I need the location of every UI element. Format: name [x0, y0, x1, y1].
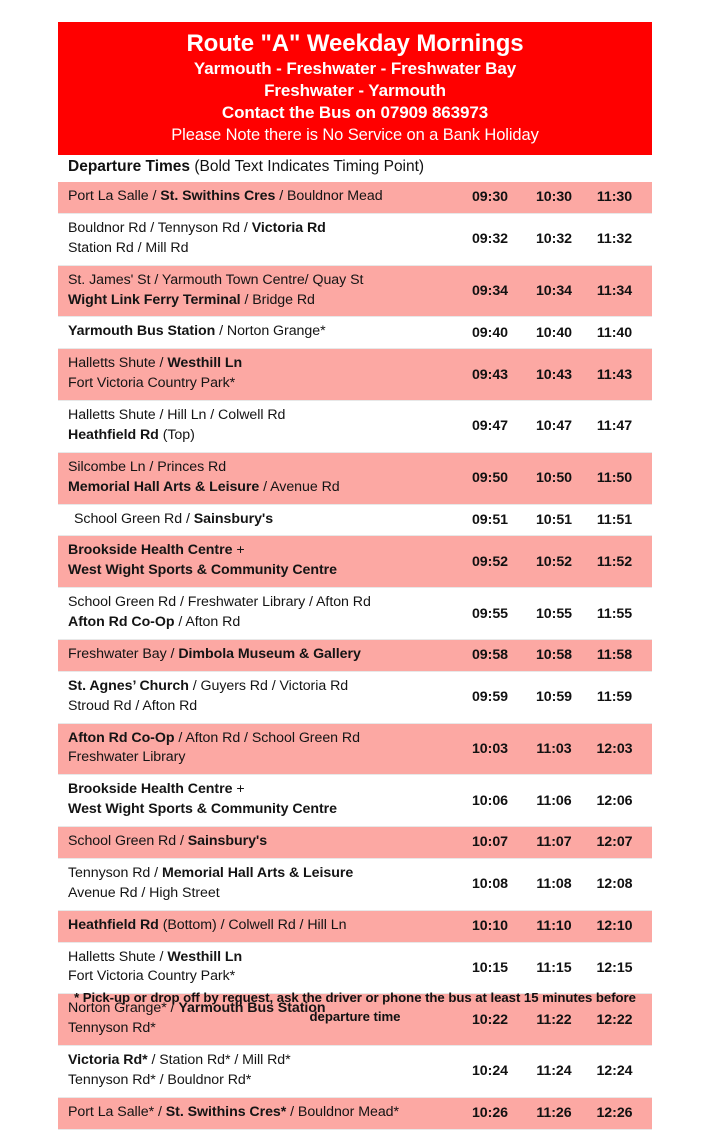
stop-sequence-cell: [58, 349, 458, 401]
timing-point-stop: Yarmouth Bus Station: [68, 323, 216, 340]
timing-point-stop: Heathfield Rd: [68, 426, 159, 443]
stop-name: School Green Rd / Freshwater Library / Afton Rd: [68, 594, 371, 611]
departure-time-cell: 11:52: [596, 553, 633, 570]
stop-line: [68, 478, 454, 498]
departure-time-cell: 10:06: [471, 792, 509, 809]
departure-time-cell: 10:43: [535, 366, 573, 383]
departure-time-cell: 09:47: [471, 418, 509, 435]
stop-name: Norton Grange* /: [68, 1000, 179, 1017]
stop-line: [68, 677, 454, 697]
stop-name: Stroud Rd / Afton Rd: [68, 697, 198, 714]
departure-time-cell: 10:08: [471, 876, 509, 893]
departure-time-cell: 10:59: [535, 689, 573, 706]
stop-line: [68, 458, 454, 478]
departure-time-cell: 12:08: [596, 876, 633, 893]
stop-name: / Avenue Rd: [259, 478, 340, 495]
stop-name: Port La Salle* /: [68, 1103, 166, 1120]
departure-time-cell: 09:30: [471, 189, 509, 206]
stop-line: [68, 239, 454, 259]
stop-name: Bouldnor Rd / Tennyson Rd /: [68, 219, 252, 236]
departure-time-cell: 09:32: [471, 231, 509, 248]
stop-line: [68, 541, 454, 561]
departure-time-cell: 11:06: [536, 792, 572, 809]
table-row: [58, 504, 652, 536]
departure-time-cell: 09:58: [471, 647, 509, 664]
timing-point-note: (Bold Text Indicates Timing Point): [190, 158, 425, 175]
timing-point-stop: St. Agnes’ Church: [68, 677, 189, 694]
stop-name: / Bouldnor Mead*: [286, 1103, 399, 1120]
departure-time-cell: 09:59: [471, 689, 509, 706]
departure-time-cell: 09:51: [471, 511, 509, 528]
table-row: [58, 671, 652, 723]
stop-line: [68, 1051, 454, 1071]
departure-time-cell: 12:10: [596, 918, 633, 935]
departure-time-cell: 11:22: [536, 1011, 572, 1028]
stop-sequence-cell: [58, 671, 458, 723]
timing-point-stop: Wight Link Ferry Terminal: [68, 291, 241, 308]
table-row: [58, 401, 652, 453]
stop-line: [68, 1071, 454, 1091]
stop-line: [68, 561, 454, 581]
stop-sequence-cell: [58, 213, 458, 265]
stop-line: [68, 187, 454, 207]
stop-name: / Bridge Rd: [240, 291, 315, 308]
departure-time-cell: 10:34: [535, 283, 573, 299]
departure-time-cell: 12:07: [596, 834, 633, 851]
timing-point-stop: Sainsbury's: [187, 833, 268, 849]
stop-name: School Green Rd /: [68, 833, 188, 849]
departure-time-cell: 11:50: [596, 470, 633, 487]
departure-time-cell: 12:03: [596, 740, 633, 757]
stop-sequence-cell: [58, 1097, 458, 1129]
stop-name: / Bouldnor Mead: [275, 188, 383, 204]
departure-times-label: Departure Times: [68, 158, 191, 175]
departure-time-cell: 10:50: [535, 470, 573, 487]
stop-name: Freshwater Library: [68, 749, 186, 766]
departure-time-cell: 09:50: [471, 470, 509, 487]
stop-name: Port La Salle /: [68, 188, 161, 204]
stop-sequence-cell: [58, 588, 458, 640]
timing-point-stop: Westhill Ln: [167, 948, 243, 965]
departure-time-cell: 11:07: [536, 834, 572, 851]
departure-time-cell: 09:52: [471, 553, 509, 570]
stop-line: [68, 271, 454, 291]
stop-sequence-cell: [58, 265, 458, 317]
table-row: [58, 452, 652, 504]
stop-name: Fort Victoria Country Park*: [68, 968, 236, 985]
departure-times-heading: [58, 158, 652, 176]
departure-time-cell: 11:58: [596, 647, 633, 664]
stop-sequence-cell: [58, 827, 458, 859]
departure-time-cell: 12:15: [596, 959, 633, 976]
departure-time-cell: 11:59: [596, 689, 633, 706]
departure-time-cell: 12:22: [596, 1011, 633, 1028]
stop-line: [68, 780, 454, 800]
stop-sequence-cell: [58, 401, 458, 453]
banner-route-line-2: Freshwater - Yarmouth: [264, 81, 446, 101]
timing-point-stop: Brookside Health Centre: [68, 781, 233, 798]
departure-time-cell: 12:24: [596, 1063, 633, 1080]
departure-time-cell: 09:34: [471, 283, 509, 299]
departure-time-cell: 11:26: [536, 1105, 572, 1122]
stop-sequence-cell: [58, 317, 458, 349]
stop-name: +: [232, 781, 245, 798]
stop-sequence-cell: [58, 639, 458, 671]
stop-sequence-cell: [58, 182, 458, 213]
stop-line: [68, 354, 454, 374]
stop-name: / Guyers Rd / Victoria Rd: [188, 677, 349, 694]
stop-line: [68, 884, 454, 904]
table-row: [58, 1046, 652, 1098]
timing-point-stop: Sainsbury's: [193, 510, 274, 527]
table-row: [58, 858, 652, 910]
departure-time-cell: 10:07: [471, 834, 509, 851]
stop-line: [68, 593, 454, 613]
departure-time-cell: 10:58: [535, 647, 573, 664]
departure-time-cell: 10:15: [471, 959, 509, 976]
stop-sequence-cell: [58, 942, 458, 994]
stop-line: [68, 1103, 454, 1123]
stop-sequence-cell: [58, 504, 458, 536]
departure-time-cell: 10:03: [471, 740, 509, 757]
timing-point-stop: Afton Rd Co-Op: [68, 729, 175, 746]
table-row: [58, 588, 652, 640]
banner-contact-line: Contact the Bus on 07909 863973: [221, 103, 489, 123]
departure-time-cell: 09:43: [471, 366, 509, 383]
table-row: [58, 775, 652, 827]
timing-point-stop: Memorial Hall Arts & Leisure: [161, 864, 354, 881]
timing-point-stop: Westhill Ln: [167, 355, 243, 372]
timing-point-stop: West Wight Sports & Community Centre: [68, 562, 337, 579]
departure-time-cell: 10:30: [535, 189, 573, 206]
stop-line: [68, 645, 454, 665]
table-row: [58, 910, 652, 942]
stop-line: [68, 322, 454, 342]
departure-time-cell: 11:32: [596, 231, 633, 248]
departure-time-cell: 12:26: [596, 1105, 633, 1122]
timing-point-stop: St. Swithins Cres*: [165, 1103, 287, 1120]
departure-time-cell: 11:10: [536, 918, 572, 935]
table-row: [58, 213, 652, 265]
stop-name: / Norton Grange*: [215, 323, 326, 340]
table-row: [58, 827, 652, 859]
departure-time-cell: 11:51: [596, 511, 633, 528]
banner-route-line-1: Yarmouth - Freshwater - Freshwater Bay: [193, 59, 517, 79]
departure-time-cell: 09:40: [471, 324, 509, 341]
departure-time-cell: 11:24: [536, 1063, 572, 1080]
stop-line: [68, 800, 454, 820]
timing-point-stop: Brookside Health Centre: [68, 542, 233, 559]
timing-point-stop: Memorial Hall Arts & Leisure: [68, 478, 260, 495]
table-row: [58, 942, 652, 994]
timing-point-stop: West Wight Sports & Community Centre: [68, 801, 337, 818]
stop-name: Freshwater Bay /: [68, 645, 179, 662]
timing-point-stop: Victoria Rd: [251, 219, 326, 236]
departure-time-cell: 10:47: [535, 418, 573, 435]
stop-sequence-cell: [58, 1046, 458, 1098]
departure-time-cell: 11:47: [596, 418, 633, 435]
stop-name: Tennyson Rd* / Bouldnor Rd*: [68, 1071, 252, 1088]
departure-time-cell: 11:30: [596, 189, 633, 206]
stop-name: School Green Rd /: [74, 510, 194, 527]
stop-sequence-cell: [58, 858, 458, 910]
stop-line: [68, 729, 454, 749]
departure-time-cell: 11:40: [596, 324, 633, 341]
stop-line: [68, 426, 454, 446]
table-row: [58, 1097, 652, 1129]
departure-time-cell: 10:55: [535, 605, 573, 622]
timing-point-stop: Dimbola Museum & Gallery: [178, 645, 361, 662]
table-row: [58, 182, 652, 213]
stop-line: [68, 697, 454, 717]
stop-line: [68, 864, 454, 884]
stop-name: Halletts Shute / Hill Ln / Colwell Rd: [68, 407, 286, 423]
departure-time-cell: 11:15: [536, 959, 572, 976]
stop-sequence-cell: [58, 775, 458, 827]
departure-time-cell: 11:34: [596, 283, 633, 299]
stop-name: / Afton Rd: [174, 614, 241, 630]
banner-bank-holiday-note: Please Note there is No Service on a Bank Holiday: [171, 125, 539, 144]
stop-name: Fort Victoria Country Park*: [68, 375, 236, 392]
stop-name: Tennyson Rd*: [68, 1020, 156, 1037]
table-row: [58, 536, 652, 588]
stop-name: St. James' St / Yarmouth Town Centre/ Quay St: [68, 271, 364, 288]
stop-line: [68, 374, 454, 394]
stop-name: / Afton Rd / School Green Rd: [174, 729, 360, 746]
timing-point-stop: St. Swithins Cres: [160, 188, 276, 204]
table-row: [58, 349, 652, 401]
stop-sequence-cell: [58, 536, 458, 588]
stop-name: Halletts Shute /: [68, 355, 168, 372]
departure-time-cell: 10:26: [471, 1105, 509, 1122]
timing-point-stop: Yarmouth Bus Station: [178, 1000, 326, 1017]
departure-time-cell: 09:55: [471, 605, 509, 622]
stop-line: [68, 916, 454, 936]
stop-name: Silcombe Ln / Princes Rd: [68, 458, 227, 475]
stop-line: [68, 406, 454, 426]
departure-time-cell: 10:32: [535, 231, 573, 248]
stop-name: +: [232, 542, 245, 559]
departure-time-cell: 10:24: [471, 1063, 509, 1080]
table-row: [58, 639, 652, 671]
departure-time-cell: 10:51: [535, 511, 573, 528]
footnote-line-2: departure time: [309, 1009, 401, 1025]
stop-name: Station Rd / Mill Rd: [68, 239, 189, 256]
route-banner: [58, 22, 652, 155]
stop-name: Halletts Shute /: [68, 948, 168, 965]
departure-time-cell: 11:03: [536, 740, 572, 757]
stop-sequence-cell: [58, 723, 458, 775]
stop-line: [68, 613, 454, 633]
stop-line: [68, 948, 454, 968]
table-row: [58, 265, 652, 317]
timing-point-stop: Afton Rd Co-Op: [68, 614, 175, 630]
stop-sequence-cell: [58, 910, 458, 942]
stop-line: [68, 967, 454, 987]
departure-time-cell: 11:43: [596, 366, 633, 383]
footnote: [58, 988, 652, 1026]
timing-point-stop: Heathfield Rd: [68, 916, 159, 933]
stop-line: [74, 510, 454, 530]
stop-sequence-cell: [58, 452, 458, 504]
stop-name: Avenue Rd / High Street: [68, 884, 220, 901]
table-row: [58, 723, 652, 775]
table-row: [58, 317, 652, 349]
stop-line: [68, 291, 454, 311]
stop-name: Tennyson Rd /: [68, 864, 162, 881]
footnote-line-1: * Pick-up or drop off by request, ask the driver or phone the bus at least 15 minutes before: [74, 990, 636, 1005]
departure-time-cell: 10:40: [535, 324, 573, 341]
departure-time-cell: 10:52: [535, 553, 573, 570]
departure-time-cell: 10:10: [471, 918, 509, 935]
departure-time-cell: 11:08: [536, 876, 572, 893]
timing-point-stop: Victoria Rd*: [68, 1052, 148, 1068]
departure-time-cell: 10:22: [471, 1011, 509, 1028]
stop-name: (Top): [158, 426, 195, 443]
departure-time-cell: 12:06: [596, 792, 633, 809]
stop-line: [68, 832, 454, 852]
stop-name: (Bottom) / Colwell Rd / Hill Ln: [158, 916, 347, 933]
stop-line: [68, 219, 454, 239]
departure-time-cell: 11:55: [596, 605, 633, 622]
banner-title: Route "A" Weekday Mornings: [186, 30, 524, 57]
stop-line: [68, 748, 454, 768]
stop-name: / Station Rd* / Mill Rd*: [147, 1052, 291, 1068]
